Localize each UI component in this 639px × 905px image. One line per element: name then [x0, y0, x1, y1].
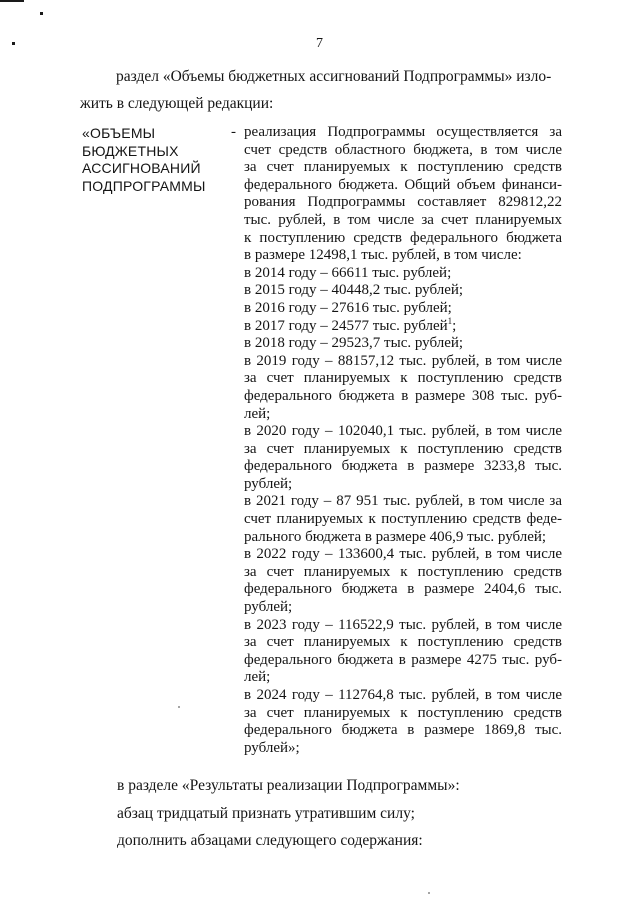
- content-line: в 2018 году – 29523,7 тыс. рублей;: [244, 335, 464, 352]
- content-line: в 2024 году – 112764,8 тыс. рублей, в том числе: [244, 687, 562, 703]
- content-line: федерального бюджета в размере 308 тыс. руб-: [244, 387, 562, 404]
- table-content: [244, 124, 562, 757]
- label-line: «ОБЪЕМЫ: [82, 125, 156, 141]
- scan-speck: [178, 706, 180, 708]
- content-line: рального бюджета в размере 406,9 тыс. рублей;: [244, 528, 547, 545]
- content-line-text: в 2017 году – 24577 тыс. рублей: [244, 317, 448, 334]
- content-line: реализация Подпрограммы осуществляется за: [244, 124, 562, 140]
- content-line: федерального бюджета в размере 3233,8 тыс.: [244, 458, 562, 475]
- content-line: рублей»;: [244, 739, 300, 756]
- content-line: в 2023 году – 116522,9 тыс. рублей, в том числе: [244, 616, 562, 633]
- content-line: за счет планируемых к поступлению средств: [244, 440, 562, 457]
- scan-edge-mark: [0, 0, 24, 2]
- content-line: за счет планируемых к поступлению средств: [244, 370, 562, 387]
- intro-line: раздел «Объемы бюджетных ассигнований Подпрограммы» изло-: [116, 68, 552, 85]
- label-line: БЮДЖЕТНЫХ: [82, 142, 179, 159]
- content-line: тыс. рублей, в том числе за счет планируемых: [244, 211, 562, 228]
- paragraph: дополнить абзацами следующего содержания:: [117, 832, 423, 849]
- content-line: рования Подпрограммы составляет 829812,22: [244, 194, 562, 211]
- content-line: в 2022 году – 133600,4 тыс. рублей, в том числе: [244, 546, 562, 563]
- content-line: лей;: [244, 405, 271, 422]
- paragraph: абзац тридцатый признать утратившим силу;: [117, 805, 415, 822]
- content-line: к поступлению средств федерального бюджета: [244, 229, 562, 246]
- scan-speck: [428, 892, 430, 894]
- content-line: в 2015 году – 40448,2 тыс. рублей;: [244, 282, 464, 299]
- content-line: счет планируемых к поступлению средств феде-: [244, 511, 562, 528]
- content-line: в 2016 году – 27616 тыс. рублей;: [244, 299, 452, 316]
- content-line: федерального бюджета в размере 4275 тыс. руб-: [244, 651, 562, 668]
- content-line: федерального бюджета в размере 1869,8 тыс.: [244, 722, 562, 739]
- list-dash: -: [231, 124, 236, 140]
- content-line: в 2020 году – 102040,1 тыс. рублей, в том числе: [244, 423, 562, 440]
- table-label: [82, 125, 232, 195]
- intro-line: жить в следующей редакции:: [80, 95, 274, 112]
- content-line: за счет планируемых к поступлению средств: [244, 563, 562, 580]
- label-line: ПОДПРОГРАММЫ: [82, 177, 206, 194]
- page-number: 7: [316, 36, 323, 51]
- content-line: в 2014 году – 66611 тыс. рублей;: [244, 264, 452, 281]
- content-line: в 2019 году – 88157,12 тыс. рублей, в том числе: [244, 352, 562, 369]
- content-line: за счет планируемых к поступлению средств: [244, 634, 562, 651]
- footnote-mark: 1: [447, 315, 453, 326]
- content-line: в 2021 году – 87 951 тыс. рублей, в том числе за: [244, 493, 562, 510]
- paragraph: в разделе «Результаты реализации Подпрограммы»:: [117, 777, 460, 794]
- content-line: рублей;: [244, 599, 293, 616]
- intro-paragraph: [80, 63, 570, 117]
- content-line-footnoted: [244, 315, 562, 336]
- content-line: в размере 12498,1 тыс. рублей, в том числе:: [244, 247, 522, 264]
- content-line: счет средств областного бюджета, в том числе: [244, 141, 562, 158]
- footnote-suffix: ;: [452, 317, 457, 334]
- label-line: АССИГНОВАНИЙ: [82, 160, 201, 176]
- scan-edge-mark: [40, 12, 43, 15]
- content-line: федерального бюджета. Общий объем финанси-: [244, 176, 562, 193]
- content-line: рублей;: [244, 475, 293, 492]
- content-line: за счет планируемых к поступлению средств: [244, 704, 562, 721]
- content-line: лей;: [244, 669, 271, 686]
- content-line: федерального бюджета в размере 2404,6 тыс.: [244, 581, 562, 598]
- content-line: за счет планируемых к поступлению средств: [244, 159, 562, 176]
